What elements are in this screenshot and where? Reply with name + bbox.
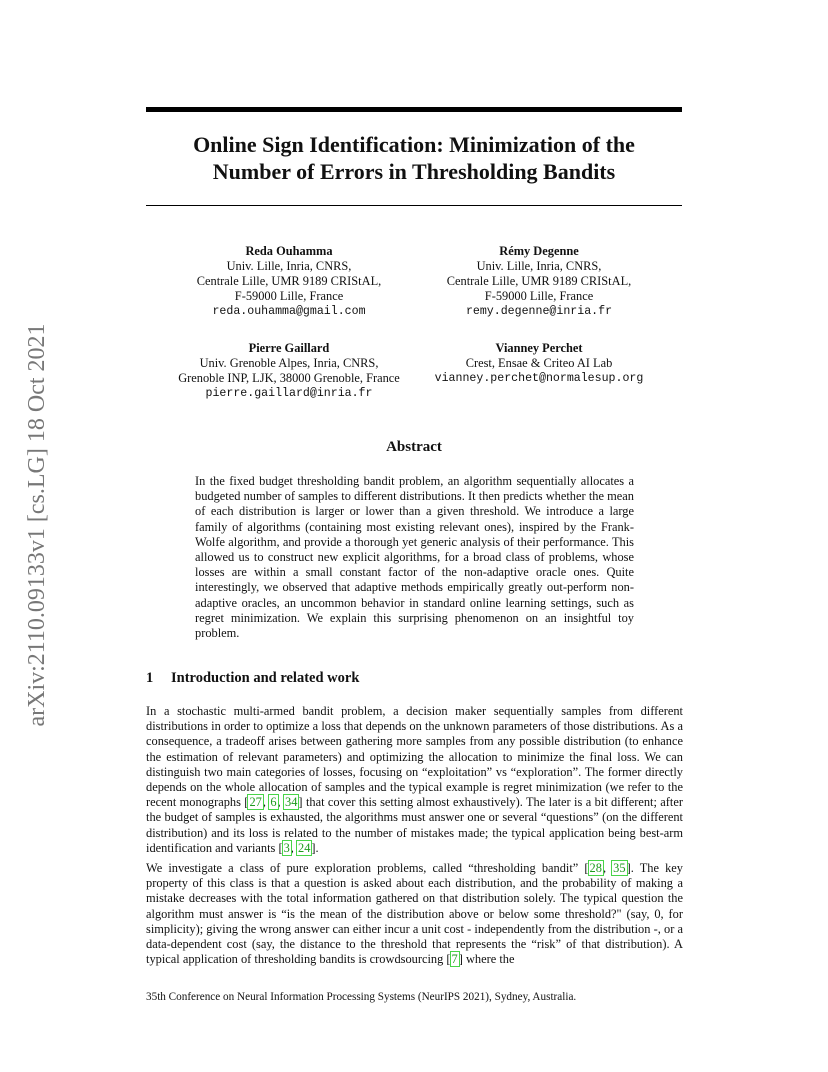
citation-link[interactable]: 35 [613, 861, 626, 875]
text-run: ]. [311, 840, 319, 855]
citation-link[interactable]: 6 [270, 795, 277, 810]
author-block-2 [409, 244, 669, 319]
text-run: We investigate a class of pure exploration problems, called “thresholding bandit” [ [146, 861, 589, 875]
text-run: ] where the [458, 952, 515, 967]
citation-link[interactable]: 28 [589, 861, 602, 875]
title-line-1: Online Sign Identification: Minimization of the [193, 132, 635, 157]
author-affiliation: Univ. Lille, Inria, CNRS, [226, 259, 352, 273]
author-email: reda.ouhamma@gmail.com [212, 305, 366, 318]
author-affiliation: F-59000 Lille, France [484, 289, 594, 303]
text-run: ] that cover this setting almost exhaustively). The later is a bit different; after the budget of samples is exhausted, the algorithms must answer one or several “questions” (on the different distribution) and its loss is related to the number of mistakes made; the typical application being best-arm identification and variants [ [146, 795, 684, 855]
abstract-text: In the fixed budget thresholding bandit problem, an algorithm sequentially allocates a budgeted number of samples to different distributions. It then predicts whether the mean of each distribution is larger or lower than a given threshold. We introduce a large family of algorithms (containing most existing relevant ones), inspired by the Frank-Wolfe algorithm, and provide a thorough yet generic analysis of their performance. This allowed us to construct new explicit algorithms, for a broad class of problems, whose losses are within a small constant factor of the non-adaptive oracle ones. Quite interestingly, we observed that adaptive methods empirically greatly out-perform non-adaptive oracles, an uncommon behavior in standard online learning settings, such as regret minimization. We explain this surprising phenomenon on an insightful toy problem. [195, 474, 634, 641]
author-affiliation: Centrale Lille, UMR 9189 CRIStAL, [446, 274, 632, 288]
author-email: vianney.perchet@normalesup.org [434, 372, 644, 385]
author-affiliation: Grenoble INP, LJK, 38000 Grenoble, France [178, 371, 400, 385]
citation-link[interactable]: 34 [285, 795, 298, 810]
author-affiliation: Centrale Lille, UMR 9189 CRIStAL, [196, 274, 382, 288]
author-block-3 [159, 341, 419, 401]
author-name: Pierre Gaillard [248, 341, 330, 355]
title-bottom-rule [146, 205, 682, 206]
arxiv-identifier: arXiv:2110.09133v1 [cs.LG] 18 Oct 2021 [24, 323, 50, 727]
section-title: Introduction and related work [171, 670, 360, 686]
citation-link[interactable]: 27 [249, 795, 262, 810]
citation-link[interactable]: 7 [451, 952, 458, 967]
abstract-heading: Abstract [386, 439, 442, 455]
author-affiliation: F-59000 Lille, France [234, 289, 344, 303]
title-line-2: Number of Errors in Thresholding Bandits [212, 159, 616, 184]
intro-paragraph-1: In a stochastic multi-armed bandit problem, a decision maker sequentially samples from different distributions in order to optimize a loss that depends on the unknown parameters of those distributions. As a consequence, a tradeoff arises between gathering more samples from any possible distribution (to enhance the estimation of relevant parameters) and optimizing the allocation to minimize the final loss. We can distinguish two main categories of losses, focusing on “exploitation” vs “exploration”. The former directly depends on the whole allocation of samples and the typical example is regret minimization (we refer to the recent monographs [27, 6, 34] that cover this setting almost exhaustively). The later is a bit different; after the budget of samples is exhausted, the algorithms must answer one or several “questions” (on the different distribution) and its loss is related to the number of mistakes made; the typical application being best-arm identification and variants [3, 24]. [146, 704, 684, 855]
author-name: Vianney Perchet [495, 341, 583, 355]
title-top-rule [146, 107, 682, 112]
paper-title [146, 131, 682, 185]
text-run: ]. The key property of this class is that a question is asked about each distribution, and the probability of making a mistake decreases with the total information gathered on that distribution solely. The typical question the algorithm must answer is “is the mean of the distribution above or below some threshold?" (say, 0, for simplicity); giving the wrong answer can either incur a unit cost - independently from the distribution -, or a data-dependent cost (say, the distance to the threshold that represents the “risk” of that distribution). A typical application of thresholding bandits is crowdsourcing [ [146, 861, 683, 967]
author-block-4 [409, 341, 669, 386]
author-email: remy.degenne@inria.fr [465, 305, 613, 318]
intro-paragraph-2: We investigate a class of pure exploration problems, called “thresholding bandit” [28, 35]. The key property of this class is that a question is asked about each distribution, and the probability of making a mistake decreases with the total information gathered on that distribution solely. The typical question the algorithm must answer is “is the mean of the distribution above or below some threshold?" (say, 0, for simplicity); giving the wrong answer can either incur a unit cost - independently from the distribution -, or a data-dependent cost (say, the distance to the threshold that represents the “risk” of that distribution). A typical application of thresholding bandits is crowdsourcing [7] where the [146, 861, 683, 967]
section-number: 1 [146, 670, 154, 686]
author-affiliation: Crest, Ensae & Criteo AI Lab [465, 356, 613, 370]
citation-link[interactable]: 24 [298, 840, 311, 855]
author-affiliation: Univ. Grenoble Alpes, Inria, CNRS, [199, 356, 379, 370]
author-name: Reda Ouhamma [245, 244, 333, 258]
text-run: In a stochastic multi-armed bandit problem, a decision maker sequentially samples from different distributions in order to optimize a loss that depends on the unknown parameters of those distributions. As a consequence, a tradeoff arises between gathering more samples from any possible distribution (to enhance the estimation of relevant parameters) and optimizing the allocation to minimize the final loss. We can distinguish two main categories of losses, focusing on “exploitation” vs “exploration”. The former directly depends on the whole allocation of samples and the typical example is regret minimization (we refer to the recent monographs [ [146, 704, 683, 810]
author-block-1 [159, 244, 419, 319]
author-name: Rémy Degenne [499, 244, 579, 258]
section-heading [146, 670, 682, 687]
conference-footer: 35th Conference on Neural Information Processing Systems (NeurIPS 2021), Sydney, Australia. [146, 991, 577, 1003]
author-affiliation: Univ. Lille, Inria, CNRS, [476, 259, 602, 273]
citation-link[interactable]: 3 [283, 840, 290, 855]
author-email: pierre.gaillard@inria.fr [205, 387, 373, 400]
